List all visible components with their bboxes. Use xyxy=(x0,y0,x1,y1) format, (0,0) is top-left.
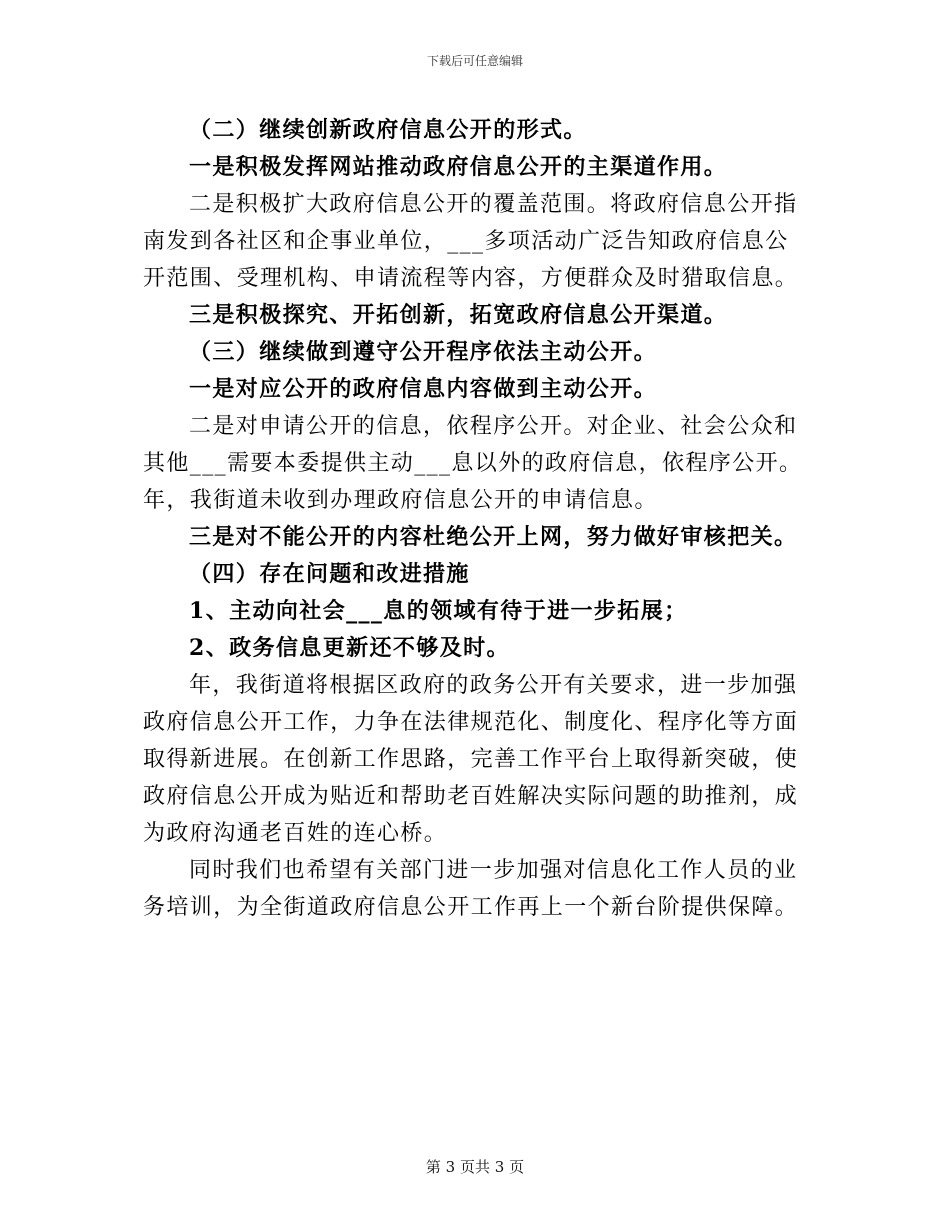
closing-paragraph: 同时我们也希望有关部门进一步加强对信息化工作人员的业务培训，为全街道政府信息公开工作再上一个新台阶提供保障。 xyxy=(143,858,799,920)
point-1-active-disclosure: 一是对应公开的政府信息内容做到主动公开。 xyxy=(189,376,658,402)
section-heading-2: （二）继续创新政府信息公开的形式。 xyxy=(189,117,587,143)
page-footer: 第 3 页共 3 页 xyxy=(425,1158,525,1176)
problem-1: 1、主动向社会___息的领域有待于进一步拓展； xyxy=(189,598,688,624)
point-2-request-disclosure: 二是对申请公开的信息，依程序公开。对企业、社会公众和其他___需要本委提供主动___息以外的政府信息，依程序公开。年，我街道未收到办理政府信息公开的申请信息。 xyxy=(143,414,803,513)
document-body xyxy=(143,112,807,926)
page-header: 下载后可任意编辑 xyxy=(426,54,523,68)
plan-paragraph: 年，我街道将根据区政府的政务公开有关要求，进一步加强政府信息公开工作，力争在法律规范化、制度化、程序化等方面取得新进展。在创新工作思路，完善工作平台上取得新突破，使政府信息公开成为贴近和帮助老百姓解决实际问题的助推剂，成为政府沟通老百姓的连心桥。 xyxy=(143,673,799,846)
section-heading-3: （三）继续做到遵守公开程序依法主动公开。 xyxy=(189,339,658,365)
point-3-channels: 三是积极探究、开拓创新，拓宽政府信息公开渠道。 xyxy=(189,302,728,328)
point-3-review: 三是对不能公开的内容杜绝公开上网，努力做好审核把关。 xyxy=(189,524,798,550)
point-1-website: 一是积极发挥网站推动政府信息公开的主渠道作用。 xyxy=(189,154,728,180)
point-2-coverage: 二是积极扩大政府信息公开的覆盖范围。将政府信息公开指南发到各社区和企事业单位，___多项活动广泛告知政府信息公开范围、受理机构、申请流程等内容，方便群众及时猎取信息。 xyxy=(143,192,799,291)
problem-2: 2、政务信息更新还不够及时。 xyxy=(189,635,510,661)
section-heading-4: （四）存在问题和改进措施 xyxy=(189,561,470,587)
